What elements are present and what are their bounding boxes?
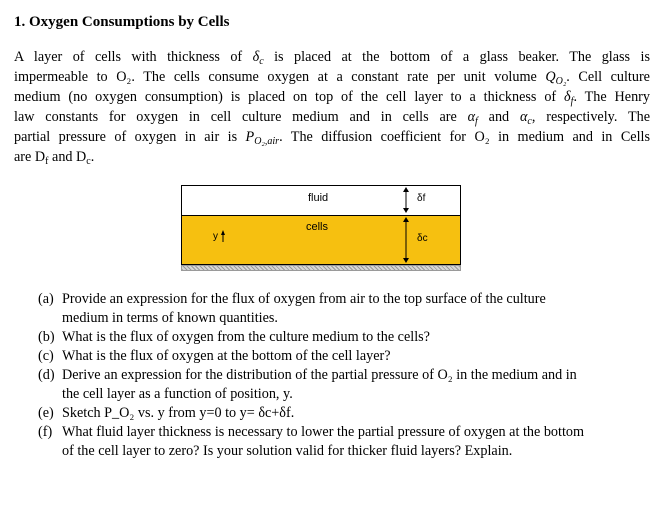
problem-statement	[14, 47, 650, 167]
statement-line: A layer of cells with thickness of $\delta_c$ is placed at the bottom of a glass beaker. The glass is	[14, 49, 650, 67]
cells-label: cells	[306, 221, 329, 233]
beaker-diagram	[181, 185, 461, 275]
delta-c-label: δc	[417, 233, 428, 244]
statement-line: medium (no oxygen consumption) is placed on top of the cell layer to a thickness of $\delta_f$. The Henry	[14, 89, 651, 107]
y-axis-arrowhead	[221, 230, 225, 235]
y-axis-label: y	[213, 231, 218, 242]
question-letter: (b)	[38, 329, 55, 345]
question-item	[38, 290, 628, 328]
question-list	[38, 290, 628, 461]
delta-f-label: δf	[417, 193, 426, 204]
question-text: Sketch P_O₂ vs. y from y=0 to y= δc+δf.	[62, 405, 295, 421]
question-text: the cell layer as a function of position, y.	[62, 386, 293, 402]
statement-line: law constants for oxygen in cell culture medium and in cells are $\alpha_f$ and $\alpha_c$, respectively. The	[14, 109, 650, 127]
statement-line: impermeable to O₂. The cells consume oxygen at a constant rate per unit volume $Q_{O_2}$. Cell culture	[14, 69, 650, 87]
question-letter: (d)	[38, 367, 55, 383]
question-text: What fluid layer thickness is necessary to lower the partial pressure of oxygen at the bottom	[62, 424, 585, 440]
delta-c-arrowhead-top	[403, 217, 409, 222]
question-text: Derive an expression for the distribution of the partial pressure of O₂ in the medium and in	[62, 367, 577, 383]
statement-line: partial pressure of oxygen in air is $P_{O_2,air}$. The diffusion coefficient for O₂ in medium and in Cells	[14, 129, 650, 147]
question-item	[38, 404, 628, 423]
fluid-label: fluid	[308, 192, 329, 204]
question-text: What is the flux of oxygen at the bottom of the cell layer?	[62, 348, 391, 364]
question-text: medium in terms of known quantities.	[62, 310, 278, 326]
question-text: Provide an expression for the flux of oxygen from air to the top surface of the culture	[62, 291, 546, 307]
question-letter: (a)	[38, 291, 54, 307]
question-item	[38, 423, 628, 461]
question-text: of the cell layer to zero? Is your solution valid for thicker fluid layers? Explain.	[62, 443, 513, 459]
question-item	[38, 366, 628, 404]
question-item	[38, 328, 628, 347]
question-letter: (e)	[38, 405, 54, 421]
question-item	[38, 347, 628, 366]
question-letter: (c)	[38, 348, 54, 364]
statement-line: are $D_f$ and $D_c$.	[14, 149, 95, 167]
delta-f-arrowhead-top	[403, 187, 409, 192]
question-text: What is the flux of oxygen from the culture medium to the cells?	[62, 329, 430, 345]
delta-f-arrowhead-bottom	[403, 208, 409, 213]
question-letter: (f)	[38, 424, 53, 440]
delta-c-arrowhead-bottom	[403, 258, 409, 263]
problem-title: 1. Oxygen Consumptions by Cells	[14, 14, 230, 30]
